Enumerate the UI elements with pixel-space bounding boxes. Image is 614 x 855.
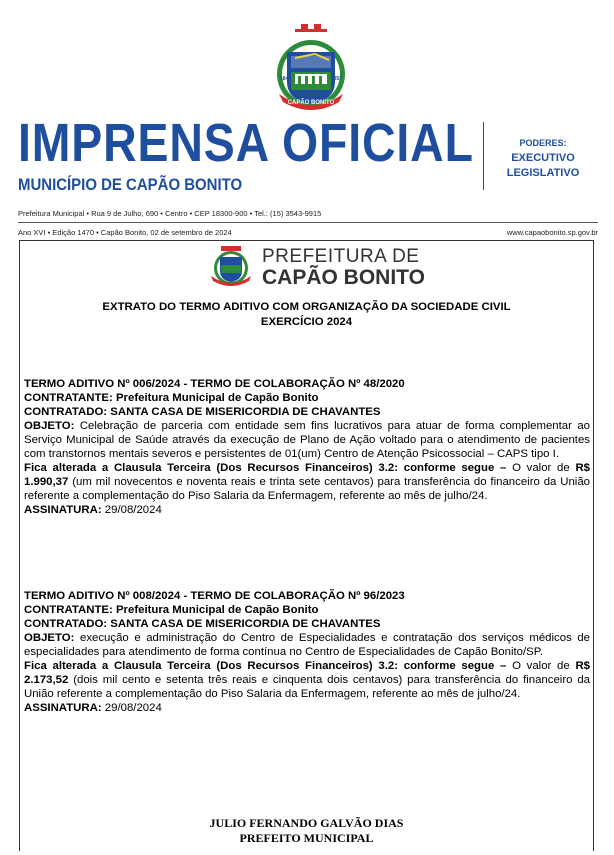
term-contratante: CONTRATANTE: Prefeitura Municipal de Capão Bonito: [24, 392, 319, 404]
assinatura-date: 29/08/2024: [101, 702, 162, 714]
term-contratado: CONTRATADO: SANTA CASA DE MISERICORDIA DE CHAVANTES: [24, 406, 381, 418]
alteration-value: R$ 1.990,37: [24, 462, 590, 488]
document-title-line2: EXERCÍCIO 2024: [260, 316, 353, 328]
power-legislativo: LEGISLATIVO: [506, 167, 580, 179]
term-block-2: [24, 589, 590, 715]
prefeitura-logo-line1: PREFEITURA DE: [262, 246, 420, 267]
term-heading: TERMO ADITIVO Nº 008/2024 - TERMO DE COLABORAÇÃO Nº 96/2023: [24, 590, 405, 602]
header-divider: [483, 122, 484, 190]
term-alteration: [24, 461, 590, 503]
edition-info: Ano XVI • Edição 1470 • Capão Bonito, 02 de setembro de 2024: [18, 228, 232, 237]
newspaper-subtitle: MUNICÍPIO DE CAPÃO BONITO: [18, 175, 243, 194]
document-title-line1: EXTRATO DO TERMO ADITIVO COM ORGANIZAÇÃO DA SOCIEDADE CIVIL: [102, 301, 511, 313]
objeto-text: Celebração de parceria com entidade sem fins lucrativos para atuar de forma complementar ao Serviço Municipal de Saúde através da execução de Plano de Ação voltado para o atendimento de pacientes com transtornos mentais severos e persistentes de 01(um) Centro de Atenção Psicossocial – CAPS tipo I.: [24, 420, 590, 460]
power-executivo: EXECUTIVO: [511, 152, 575, 164]
header-rule: [18, 222, 598, 223]
objeto-label: OBJETO:: [24, 632, 75, 644]
website-link[interactable]: www.capaobonito.sp.gov.br: [506, 228, 598, 237]
header-address: Prefeitura Municipal • Rua 9 de Julho, 690 • Centro • CEP 18300-900 • Tel.: (15) 3543-9915: [18, 209, 322, 218]
objeto-text: execução e administração do Centro de Especialidades e contratação dos serviços médicos de especialidades para atendimento de forma contínua no Centro de Especialidades de Capão Bonito/SP.: [24, 632, 590, 658]
alteration-label: Fica alterada a Clausula Terceira (Dos Recursos Financeiros) 3.2: conforme segue –: [24, 660, 507, 672]
municipal-crest-icon: [265, 22, 357, 114]
term-signature: [24, 701, 590, 715]
powers-box: [490, 138, 596, 181]
powers-label: PODERES:: [519, 138, 567, 148]
term-contratante: CONTRATANTE: Prefeitura Municipal de Capão Bonito: [24, 604, 319, 616]
alteration-text-b: (um mil novecentos e noventa reais e trinta sete centavos) para transferência do financeiro da União referente a complementação do Piso Salaria da Enfermagem, referente ao mês de julho/24.: [24, 476, 590, 502]
assinatura-label: ASSINATURA:: [24, 702, 102, 714]
crest-year-left: 1843: [280, 76, 292, 82]
document-frame: [19, 240, 594, 851]
assinatura-date: 29/08/2024: [101, 504, 162, 516]
alteration-text-b: (dois mil cento e setenta três reais e cinquenta dois centavos) para transferência do financeiro da União referente a complementação do Piso Salaria da Enfermagem, referente ao mês de julho/24.: [24, 674, 590, 700]
alteration-label: Fica alterada a Clausula Terceira (Dos Recursos Financeiros) 3.2: conforme segue –: [24, 462, 507, 474]
term-contratado: CONTRATADO: SANTA CASA DE MISERICORDIA DE CHAVANTES: [24, 618, 381, 630]
alteration-value: R$ 2.173,52: [24, 660, 590, 686]
term-objeto: [24, 631, 590, 659]
term-heading: TERMO ADITIVO Nº 006/2024 - TERMO DE COLABORAÇÃO Nº 48/2020: [24, 378, 405, 390]
alteration-text-a: O valor de: [506, 462, 576, 474]
crest-banner-text: CAPÃO BONITO: [287, 100, 335, 106]
prefeitura-logo-icon: [205, 246, 257, 286]
assinatura-label: ASSINATURA:: [24, 504, 102, 516]
term-alteration: [24, 659, 590, 701]
prefeitura-logo-line2: CAPÃO BONITO: [262, 266, 425, 289]
alteration-text-a: O valor de: [506, 660, 576, 672]
crest-year-right: 1857: [331, 76, 343, 82]
term-block-1: [24, 377, 590, 517]
signer-name: JULIO FERNANDO GALVÃO DIAS: [209, 816, 404, 830]
term-signature: [24, 503, 590, 517]
objeto-label: OBJETO:: [24, 420, 75, 432]
newspaper-title: IMPRENSA OFICIAL: [18, 113, 474, 173]
signer-role: PREFEITO MUNICIPAL: [239, 831, 374, 845]
term-objeto: [24, 419, 590, 461]
